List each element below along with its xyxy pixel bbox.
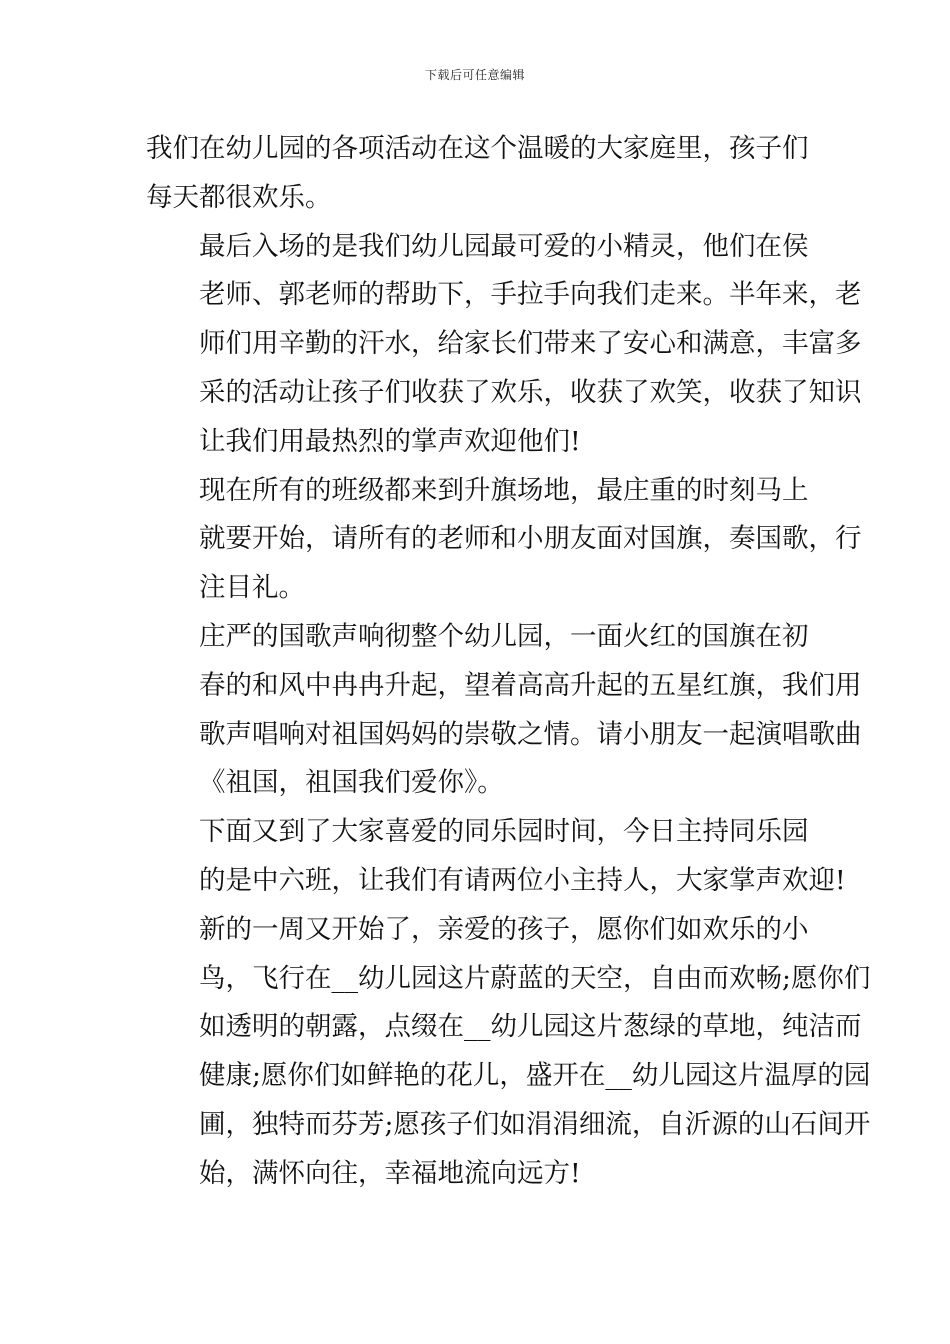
paragraph (146, 467, 862, 613)
text-line: 注目礼。 (199, 572, 305, 604)
text-line: 如透明的朝露，点缀在__幼儿园这片葱绿的草地，纯洁而 (199, 1011, 862, 1043)
text-line: 新的一周又开始了，亲爱的孩子，愿你们如欢乐的小 (199, 913, 809, 945)
text-line: 的是中六班，让我们有请两位小主持人，大家掌声欢迎! (199, 864, 846, 896)
text-line: 歌声唱响对祖国妈妈的崇敬之情。请小朋友一起演唱歌曲 (199, 718, 862, 750)
text-line: 师们用辛勤的汗水，给家长们带来了安心和满意，丰富多 (199, 328, 862, 360)
paragraph (146, 613, 862, 808)
text-line: 采的活动让孩子们收获了欢乐，收获了欢笑，收获了知识 (199, 376, 862, 408)
paragraph (146, 223, 862, 467)
text-line: 老师、郭老师的帮助下，手拉手向我们走来。半年来，老 (199, 279, 862, 311)
text-line: 庄严的国歌声响彻整个幼儿园，一面火红的国旗在初 (199, 620, 809, 652)
text-line: 鸟，飞行在__幼儿园这片蔚蓝的天空，自由而欢畅;愿你们 (199, 962, 871, 994)
text-line: 最后入场的是我们幼儿园最可爱的小精灵，他们在侯 (199, 230, 809, 262)
text-line: 每天都很欢乐。 (146, 181, 332, 213)
paragraph (146, 808, 846, 906)
text-line: 健康;愿你们如鲜艳的花儿，盛开在__幼儿园这片温厚的园 (199, 1060, 871, 1092)
paragraph (146, 125, 808, 223)
text-line: 始，满怀向往，幸福地流向远方! (199, 1157, 581, 1189)
text-line: 下面又到了大家喜爱的同乐园时间，今日主持同乐园 (199, 816, 809, 848)
text-line: 春的和风中冉冉升起，望着高高升起的五星红旗，我们用 (199, 669, 862, 701)
text-line: 让我们用最热烈的掌声欢迎他们! (199, 425, 581, 457)
paragraph (146, 906, 871, 1199)
text-line: 就要开始，请所有的老师和小朋友面对国旗，奏国歌，行 (199, 523, 862, 555)
text-line: 我们在幼儿园的各项活动在这个温暖的大家庭里，孩子们 (146, 133, 809, 164)
text-line: 圃，独特而芬芳;愿孩子们如涓涓细流，自沂源的山石间开 (199, 1108, 871, 1140)
text-line: 《祖国，祖国我们爱你》。 (199, 767, 504, 799)
document-body (146, 125, 871, 1199)
page-header: 下载后可任意编辑 (424, 68, 525, 82)
text-line: 现在所有的班级都来到升旗场地，最庄重的时刻马上 (199, 474, 809, 506)
